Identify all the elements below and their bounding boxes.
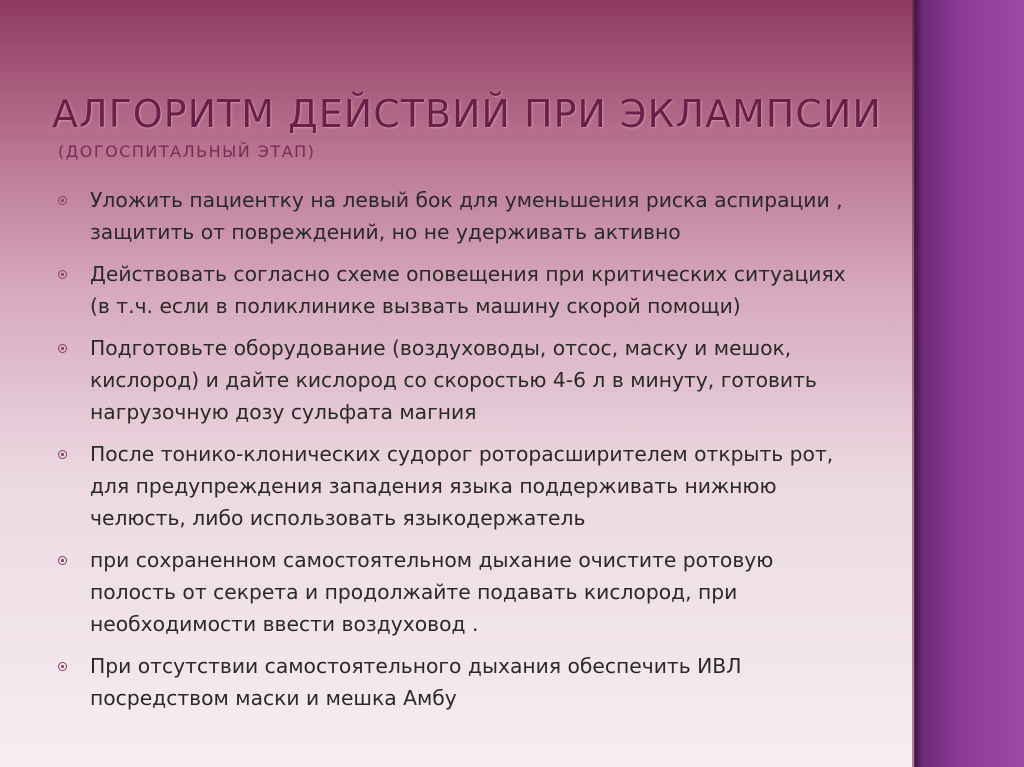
ring-bullet-icon xyxy=(58,450,67,459)
bullet-item xyxy=(58,184,858,248)
bullet-item xyxy=(58,258,858,322)
decorative-side-band xyxy=(914,0,1024,767)
ring-bullet-icon xyxy=(58,196,67,205)
bullet-list xyxy=(58,184,858,724)
bullet-item xyxy=(58,650,858,714)
ring-bullet-icon xyxy=(58,344,67,353)
slide-title: АЛГОРИТМ ДЕЙСТВИЙ ПРИ ЭКЛАМПСИИ xyxy=(52,92,882,136)
bullet-text: Уложить пациентку на левый бок для уменьшения риска аспирации , защитить от повреждений, но не удерживать активно xyxy=(90,188,843,244)
ring-bullet-icon xyxy=(58,662,67,671)
ring-bullet-icon xyxy=(58,270,67,279)
slide-subtitle: (ДОГОСПИТАЛЬНЫЙ ЭТАП) xyxy=(58,142,316,161)
bullet-item xyxy=(58,438,858,534)
bullet-item xyxy=(58,544,858,640)
bullet-text: при сохраненном самостоятельном дыхание очистите ротовую полость от секрета и продолжайте подавать кислород, при необходимости ввести воздуховод . xyxy=(90,548,774,636)
bullet-text: После тонико-клонических судорог роторасширителем открыть рот, для предупреждения западения языка поддерживать нижнюю челюсть, либо использовать языкодержатель xyxy=(90,442,834,530)
side-band-edge xyxy=(912,0,915,767)
bullet-item xyxy=(58,332,858,428)
bullet-text: Действовать согласно схеме оповещения при критических ситуациях (в т.ч. если в поликлинике вызвать машину скорой помощи) xyxy=(90,262,846,318)
bullet-text: Подготовьте оборудование (воздуховоды, отсос, маску и мешок, кислород) и дайте кислород со скоростью 4-6 л в минуту, готовить нагрузочную дозу сульфата магния xyxy=(90,336,817,424)
bullet-text: При отсутствии самостоятельного дыхания обеспечить ИВЛ посредством маски и мешка Амбу xyxy=(90,654,742,710)
ring-bullet-icon xyxy=(58,556,67,565)
